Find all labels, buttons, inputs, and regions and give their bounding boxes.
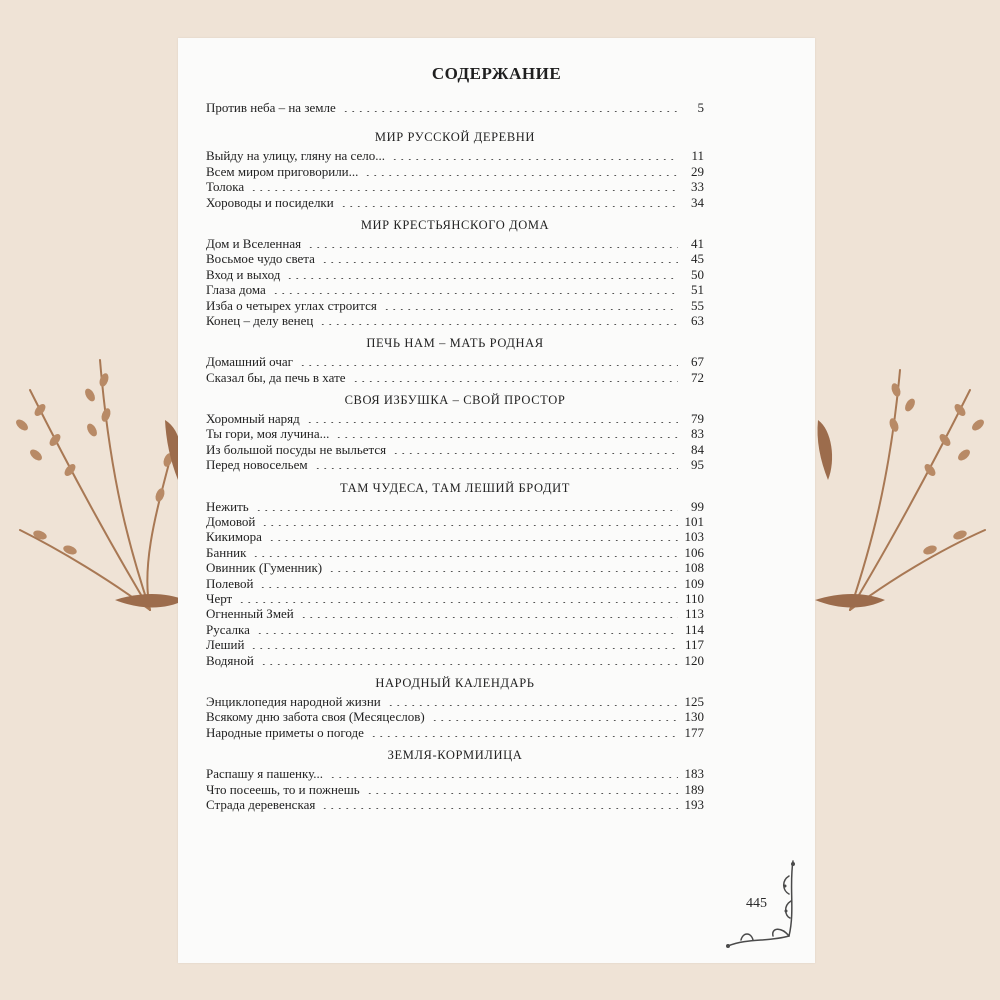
toc-entry (206, 766, 704, 781)
dot-leader (392, 453, 678, 454)
section-heading: НАРОДНЫЙ КАЛЕНДАРЬ (375, 675, 535, 690)
dot-leader (272, 293, 678, 294)
toc-entry (206, 313, 704, 328)
dot-leader (321, 262, 678, 263)
toc-entry-label: Банник (206, 544, 247, 560)
toc-entry (206, 179, 704, 194)
dot-leader (387, 705, 678, 706)
dot-leader (314, 468, 678, 469)
toc-entry (206, 560, 704, 575)
toc-entry-label: Хороводы и посиделки (206, 194, 334, 210)
dot-leader (328, 571, 678, 572)
section-heading: МИР РУССКОЙ ДЕРЕВНИ (374, 130, 536, 145)
right-branch-decoration (810, 350, 1000, 650)
toc-entry-label: Домовой (206, 514, 256, 530)
dot-leader (307, 247, 678, 248)
toc-entry-page: 33 (691, 179, 704, 195)
dot-leader (306, 422, 678, 423)
corner-ornament-icon (723, 856, 803, 951)
toc-entry-label: Домашний очаг (206, 354, 293, 370)
toc-entry (206, 354, 704, 369)
dot-leader (260, 664, 678, 665)
toc-entry (206, 709, 704, 724)
section-heading: МИР КРЕСТЬЯНСКОГО ДОМА (360, 217, 550, 232)
toc-entry-page: 117 (684, 637, 704, 653)
toc-entry (206, 782, 704, 797)
toc-entry (206, 576, 704, 591)
toc-entry-label: Водяной (206, 652, 254, 668)
toc-entry (206, 426, 704, 441)
toc-entry-label: Сказал бы, да печь в хате (206, 369, 346, 385)
toc-entry-label: Против неба – на земле (206, 100, 336, 115)
toc-entry (206, 499, 704, 514)
toc-entry-label: Всем миром приговорили... (206, 163, 359, 179)
toc-entry-label: Овинник (Гуменник) (206, 560, 323, 576)
toc-entry-page: 67 (691, 354, 704, 370)
toc-entry-page: 79 (691, 411, 704, 427)
toc-entry (206, 298, 704, 313)
toc-entry-label: Всякому дню забота своя (Месяцеслов) (206, 709, 425, 725)
toc-entry-page: 34 (691, 194, 704, 210)
toc-entry (206, 797, 704, 812)
toc-entry-label: Ты гори, моя лучина... (206, 426, 330, 442)
dot-leader (321, 808, 678, 809)
toc-entry-label: Изба о четырех углах строится (206, 297, 377, 313)
toc-entry-page: 72 (691, 369, 704, 385)
page-number: 445 (746, 896, 767, 911)
toc-entry-label: Распашу я пашенку... (206, 766, 324, 782)
section-heading: СВОЯ ИЗБУШКА – СВОЙ ПРОСТОР (344, 393, 566, 408)
toc-entry-label: Русалка (206, 621, 250, 637)
toc-entry-page: 110 (684, 590, 704, 606)
toc-entry-label: Из большой посуды не выльется (206, 441, 387, 457)
dot-leader (300, 617, 678, 618)
section-heading: ЗЕМЛЯ-КОРМИЛИЦА (387, 748, 523, 763)
toc-entry-page: 108 (684, 560, 704, 576)
toc-entry (206, 591, 704, 606)
toc-entry-page: 84 (691, 441, 704, 457)
dot-leader (352, 381, 678, 382)
dot-leader (256, 633, 678, 634)
toc-entry (206, 529, 704, 544)
toc-entry-label: Огненный Змей (206, 606, 294, 622)
toc-entry-page: 177 (684, 724, 704, 740)
dot-leader (238, 602, 678, 603)
toc-entry-page: 95 (691, 457, 704, 473)
toc-entry-label: Хоромный наряд (206, 411, 300, 427)
toc-entry-page: 114 (684, 621, 704, 637)
toc-entry-page: 101 (684, 514, 704, 530)
toc-entry (206, 164, 704, 179)
dot-leader (261, 525, 678, 526)
toc-entry-page: 103 (684, 529, 704, 545)
toc-entry-page: 45 (691, 251, 704, 267)
toc-entry-label: Полевой (206, 575, 254, 591)
toc-entry (206, 545, 704, 560)
toc-entry-page: 130 (684, 709, 704, 725)
dot-leader (255, 510, 678, 511)
toc-entry-label: Перед новосельем (206, 457, 308, 473)
toc-entry-label: Толока (206, 179, 245, 195)
dot-leader (364, 175, 678, 176)
dot-leader (366, 793, 678, 794)
toc-entry-page: 55 (691, 297, 704, 313)
dot-leader (250, 648, 678, 649)
toc-entry-label: Энциклопедия народной жизни (206, 693, 381, 709)
toc-entry-page: 50 (691, 266, 704, 282)
toc-entry (206, 251, 704, 266)
toc-entry-label: Что посеешь, то и пожнешь (206, 781, 360, 797)
toc-entry (206, 148, 704, 163)
left-branch-decoration (0, 330, 190, 630)
dot-leader (268, 540, 678, 541)
toc-entry-page: 120 (684, 652, 704, 668)
toc-entry-page: 63 (691, 312, 704, 328)
toc-entry (206, 694, 704, 709)
section-heading: ТАМ ЧУДЕСА, ТАМ ЛЕШИЙ БРОДИТ (339, 480, 570, 495)
toc-entry-page: 183 (684, 766, 704, 782)
toc-entry-label: Вход и выход (206, 266, 281, 282)
toc-entry-page: 5 (697, 100, 704, 115)
toc-entry-page: 113 (684, 606, 704, 622)
dot-leader (340, 206, 678, 207)
dot-leader (342, 111, 678, 112)
toc-entry (206, 637, 704, 652)
toc-entry-page: 29 (691, 163, 704, 179)
toc-entry (206, 370, 704, 385)
book-page (178, 38, 815, 963)
toc-entry-label: Выйду на улицу, гляну на село... (206, 148, 385, 164)
toc-entry (206, 282, 704, 297)
toc-entry-label: Восьмое чудо света (206, 251, 315, 267)
toc-entry-page: 125 (684, 693, 704, 709)
toc-entry-intro (206, 100, 704, 115)
dot-leader (383, 309, 678, 310)
dot-leader (259, 587, 678, 588)
toc-entry (206, 514, 704, 529)
toc-entry-label: Кикимора (206, 529, 262, 545)
toc-entry (206, 267, 704, 282)
toc-entry-label: Глаза дома (206, 282, 266, 298)
toc-entry-label: Конец – делу венец (206, 312, 314, 328)
toc-entry (206, 411, 704, 426)
toc-entry (206, 236, 704, 251)
dot-leader (335, 437, 678, 438)
toc-entry-page: 83 (691, 426, 704, 442)
toc-entry-page: 109 (684, 575, 704, 591)
toc-entry-page: 106 (684, 544, 704, 560)
section-heading: ПЕЧЬ НАМ – МАТЬ РОДНАЯ (366, 336, 544, 351)
toc-entry (206, 725, 704, 740)
toc-entry-page: 11 (691, 148, 704, 164)
toc-entry (206, 195, 704, 210)
dot-leader (431, 720, 678, 721)
toc-entry-label: Леший (206, 637, 245, 653)
toc-entry (206, 457, 704, 472)
dot-leader (370, 736, 678, 737)
toc-entry-label: Народные приметы о погоде (206, 724, 364, 740)
toc-entry-label: Нежить (206, 498, 249, 514)
toc-entry-label: Дом и Вселенная (206, 235, 302, 251)
dot-leader (391, 159, 678, 160)
dot-leader (286, 278, 678, 279)
dot-leader (250, 190, 678, 191)
toc-entry-page: 41 (691, 235, 704, 251)
toc-entry (206, 622, 704, 637)
dot-leader (319, 324, 678, 325)
toc-entry-label: Страда деревенская (206, 796, 316, 812)
toc-entry-page: 51 (691, 282, 704, 298)
toc-entry-page: 189 (684, 781, 704, 797)
page-title: СОДЕРЖАНИЕ (431, 64, 562, 83)
toc-entry-page: 99 (691, 498, 704, 514)
dot-leader (252, 556, 678, 557)
toc-entry (206, 606, 704, 621)
dot-leader (329, 777, 678, 778)
toc-entry (206, 653, 704, 668)
dot-leader (299, 365, 678, 366)
toc-entry-label: Черт (206, 590, 233, 606)
table-of-contents (206, 100, 704, 812)
toc-entry (206, 442, 704, 457)
toc-entry-page: 193 (684, 796, 704, 812)
